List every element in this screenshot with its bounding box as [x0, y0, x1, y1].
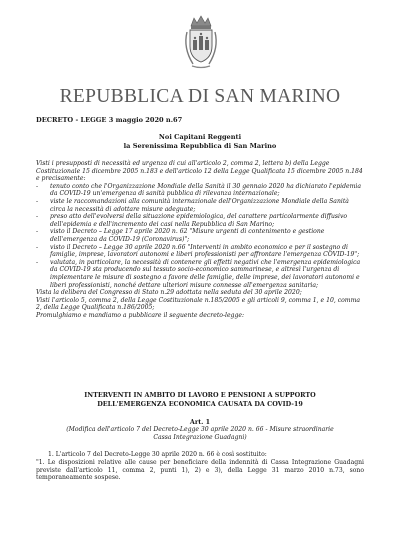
preamble-item: - visto il Decreto – Legge 17 aprile 2020 n. 62 "Misure urgenti di contenimento e gestione dell'emergenza da COVID-19 (Coronavirus)";	[36, 228, 325, 243]
section-heading	[0, 391, 400, 409]
decree-reference: DECRETO - LEGGE 3 maggio 2020 n.67	[36, 116, 183, 124]
article-paragraph-2: "1. Le disposizioni relative alle cause per beneficiare della indennità di Cassa Integrazione Guadagni previste dall'articolo 11, comma 2, punti 1), 2) e 3), della Legge 31 marzo 2010 n.73, sono temporaneamente sospese.	[36, 458, 364, 482]
preamble-intro: Visti i presupposti di necessità ed urgenza di cui all'articolo 2, comma 2, lettera b) della Legge Costituzionale 15 dicembre 2005 n.183 e dell'articolo 12 della Legge Qualificata 15 dicembre 2005 n.184 e precisamente:	[36, 160, 363, 183]
article-body	[36, 451, 364, 482]
regents-line-2: la Serenissima Repubblica di San Marino	[123, 142, 277, 150]
article-title: Art. 1	[189, 418, 211, 426]
preamble-after: Promulghiamo e mandiamo a pubblicare il seguente decreto-legge:	[36, 311, 245, 319]
preamble-item: - tenuto conto che l'Organizzazione Mondiale della Sanità il 30 gennaio 2020 ha dichiarato l'epidemia da COVID-19 un'emergenza di sanità pubblica di rilevanza internazionale;	[36, 182, 362, 198]
preamble-item: - preso atto dell'evolversi della situazione epidemiologica, del carattere particolarmente diffusivo dell'epidemia e dell'incremento dei casi nella Repubblica di San Marino;	[36, 213, 348, 228]
preamble-item: - viste le raccomandazioni alla comunità internazionale dell'Organizzazione Mondiale della Sanità circa la necessità di adottare misure adeguate;	[36, 197, 349, 213]
article-subtitle: (Modifica dell'articolo 7 del Decreto-Legge 30 aprile 2020 n. 66 - Misure straordinarie Cassa Integrazione Guadagni)	[66, 426, 334, 441]
coat-of-arms-icon	[181, 14, 221, 70]
section-line-1: INTERVENTI IN AMBITO DI LAVORO E PENSIONI A SUPPORTO	[84, 391, 316, 399]
article-paragraph-1: 1. L'articolo 7 del Decreto-Legge 30 aprile 2020 n. 66 è così sostituito:	[48, 451, 267, 458]
preamble-item: - valutata, in particolare, la necessità di contenere gli effetti negativi che l'emergenza epidemiologica da COVID-19 sta producendo sul tessuto socio-economico sammarinese, e altresì l'urgenza di implementare le misure di sostegno a favore delle famiglie, delle imprese, dei lavoratori autonomi e liberi professionisti, nonché dettare ulteriori misure connesse all'emergenza sanitaria;	[36, 258, 361, 289]
section-line-2: DELL'EMERGENZA ECONOMICA CAUSATA DA COVID-19	[97, 400, 303, 408]
preamble-after: Vista la delibera del Congresso di Stato n.29 adottata nella seduta del 30 aprile 2020;	[36, 289, 302, 297]
preamble-after: Visti l'articolo 5, comma 2, della Legge Costituzionale n.185/2005 e gli articoli 9, comma 1, e 10, comma 2, della Legge Qualificata n.186/2005;	[36, 296, 360, 312]
page-title: REPUBBLICA DI SAN MARINO	[59, 86, 341, 107]
regents-heading	[0, 133, 400, 151]
preamble	[36, 160, 364, 319]
preamble-item: - visto il Decreto – Legge 30 aprile 2020 n.66 "Interventi in ambito economico e per il sostegno di famiglie, imprese, lavoratori autonomi e liberi professionisti per affrontare l'emergenza COVID-19";	[36, 243, 360, 259]
regents-line-1: Noi Capitani Reggenti	[158, 133, 242, 141]
